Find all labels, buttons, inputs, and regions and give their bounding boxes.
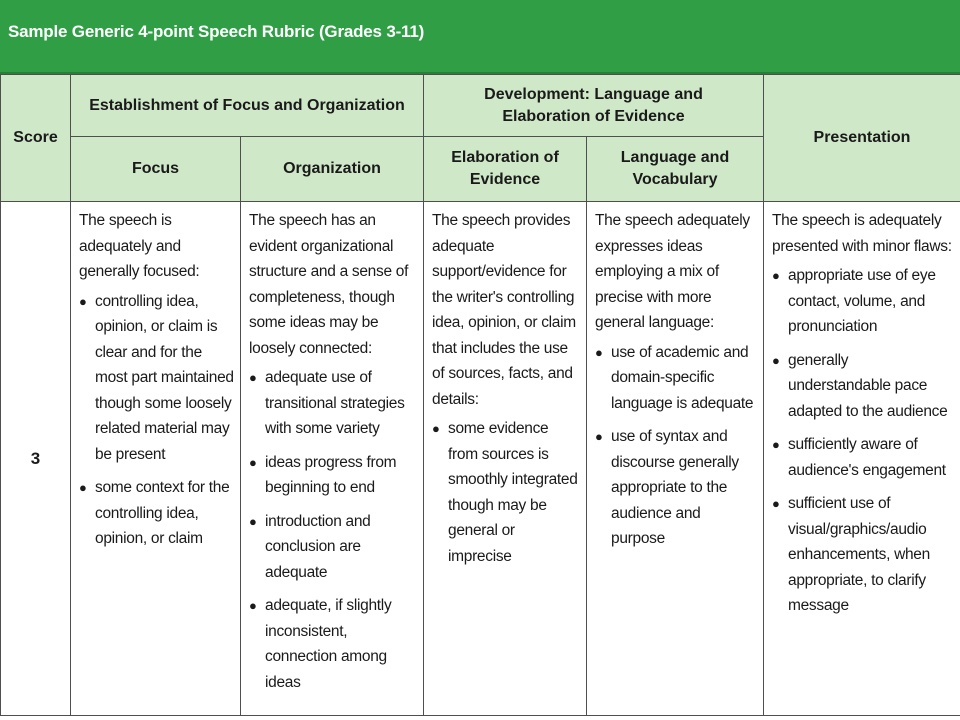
rubric-title: Sample Generic 4-point Speech Rubric (Grades 3-11): [8, 22, 425, 41]
list-item: ● adequate, if slightly inconsistent, connection among ideas: [249, 593, 417, 695]
organization-cell: [241, 202, 424, 716]
list-item: ● sufficiently aware of audience's engagement: [772, 432, 954, 483]
score-value: 3: [1, 202, 71, 716]
list-item: ● sufficient use of visual/graphics/audio enhancements, when appropriate, to clarify message: [772, 491, 954, 619]
presentation-bullets: [772, 263, 954, 619]
list-item: ● controlling idea, opinion, or claim is clear and for the most part maintained though some loosely related material may be present: [79, 289, 234, 468]
elaboration-cell: [424, 202, 587, 716]
elaboration-header: Elaboration of Evidence: [424, 137, 587, 202]
focus-header: Focus: [71, 137, 241, 202]
development-group-header: Development: Language and Elaboration of Evidence: [424, 75, 764, 137]
elaboration-lead: The speech provides adequate support/evidence for the writer's controlling idea, opinion, or claim that includes the use of sources, facts, and details:: [432, 212, 576, 408]
language-header: Language and Vocabulary: [587, 137, 764, 202]
bullet-icon: ●: [595, 429, 603, 444]
presentation-cell: [764, 202, 960, 716]
list-item: ● some evidence from sources is smoothly integrated though may be general or imprecise: [432, 416, 580, 569]
bullet-icon: ●: [772, 437, 780, 452]
list-item: ● generally understandable pace adapted to the audience: [772, 348, 954, 425]
bullet-icon: ●: [79, 480, 87, 495]
list-item: ● appropriate use of eye contact, volume, and pronunciation: [772, 263, 954, 340]
bullet-icon: ●: [595, 344, 603, 360]
bullet-icon: ●: [772, 268, 780, 283]
list-item: ● use of academic and domain-specific language is adequate: [595, 340, 757, 417]
language-lead: The speech adequately expresses ideas employing a mix of precise with more general language:: [595, 212, 750, 331]
bullet-icon: ●: [772, 352, 780, 368]
score-header: Score: [1, 75, 71, 202]
list-item: ● use of syntax and discourse generally appropriate to the audience and purpose: [595, 424, 757, 552]
bullet-icon: ●: [249, 454, 257, 470]
list-item: ● ideas progress from beginning to end: [249, 450, 417, 501]
presentation-lead: The speech is adequately presented with minor flaws:: [772, 212, 952, 255]
language-bullets: [595, 340, 757, 552]
list-item: ● adequate use of transitional strategies with some variety: [249, 365, 417, 442]
list-item: ● introduction and conclusion are adequate: [249, 509, 417, 586]
bullet-icon: ●: [249, 598, 257, 613]
organization-header: Organization: [241, 137, 424, 202]
rubric-table: [0, 74, 960, 716]
presentation-header: Presentation: [764, 75, 960, 202]
bullet-icon: ●: [432, 421, 440, 436]
elaboration-bullets: [432, 416, 580, 569]
focus-cell: [71, 202, 241, 716]
list-item: ● some context for the controlling idea, opinion, or claim: [79, 475, 234, 552]
focus-organization-group-header: Establishment of Focus and Organization: [71, 75, 424, 137]
bullet-icon: ●: [79, 293, 87, 309]
title-bar: [0, 0, 960, 74]
focus-bullets: [79, 289, 234, 552]
focus-lead: The speech is adequately and generally focused:: [79, 212, 200, 280]
organization-lead: The speech has an evident organizational structure and a sense of completeness, though some ideas may be loosely connected:: [249, 212, 409, 357]
bullet-icon: ●: [772, 496, 780, 511]
language-cell: [587, 202, 764, 716]
bullet-icon: ●: [249, 370, 257, 385]
bullet-icon: ●: [249, 513, 257, 529]
organization-bullets: [249, 365, 417, 695]
